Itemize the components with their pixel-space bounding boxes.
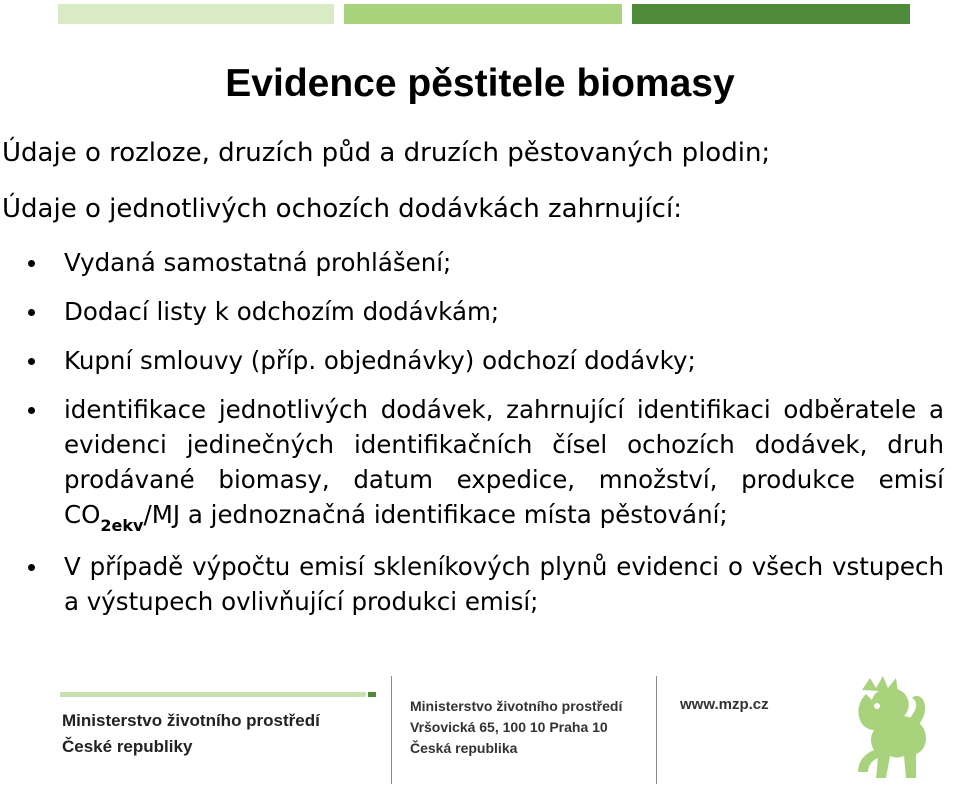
top-bar-mid [344, 4, 622, 24]
top-bar-light [58, 4, 334, 24]
ministry-address [410, 696, 622, 759]
bullet-text: Vydaná samostatná prohlášení; [64, 248, 452, 277]
footer-divider [656, 676, 657, 784]
address-line-2: Vršovická 65, 100 10 Praha 10 [410, 719, 608, 735]
bullet-text: V případě výpočtu emisí skleníkových plynů evidenci o všech vstupech a výstupech ovlivňující produkci emisí; [64, 552, 944, 616]
czech-lion-emblem-icon [832, 672, 942, 790]
footer-divider [391, 676, 392, 784]
list-item [0, 343, 945, 378]
top-bar-dark [632, 4, 910, 24]
footer-rule-accent [368, 692, 376, 697]
bullet-text-post: /MJ a jednoznačná identifikace místa pěstování; [143, 500, 728, 529]
subscript-2ekv: 2ekv [100, 516, 144, 535]
bullet-text: Kupní smlouvy (příp. objednávky) odchozí dodávky; [64, 346, 696, 375]
list-item [0, 294, 945, 329]
list-item [0, 245, 945, 280]
website-link[interactable]: www.mzp.cz [680, 696, 769, 713]
top-color-bars [0, 0, 960, 26]
bullet-text-pre: identifikace jednotlivých dodávek, zahrnující identifikaci odběratele a evidenci jedinečných identifikačních čísel ochozích dodávek, druh prodávané biomasy, datum expedice, množství, produkce emisí CO [64, 395, 944, 529]
list-item [0, 549, 944, 619]
bullet-icon [28, 358, 35, 365]
address-line-3: Česká republika [410, 740, 518, 756]
slide-title: Evidence pěstitele biomasy [225, 62, 735, 105]
intro-line-1: Údaje o rozloze, druzích půd a druzích pěstovaných plodin; [2, 138, 771, 168]
ministry-logo-text [62, 708, 320, 760]
address-line-1: Ministerstvo životního prostředí [410, 698, 623, 714]
footer-rule [60, 692, 366, 697]
ministry-name: Ministerstvo životního prostředí [62, 711, 320, 730]
ministry-country: České republiky [62, 737, 193, 756]
list-item [0, 392, 944, 535]
bullet-list [0, 245, 945, 619]
bullet-icon [28, 260, 35, 267]
bullet-icon [28, 564, 35, 571]
bullet-icon [28, 407, 35, 414]
bullet-icon [28, 309, 35, 316]
bullet-text: Dodací listy k odchozím dodávkám; [64, 297, 500, 326]
intro-line-2: Údaje o jednotlivých ochozích dodávkách zahrnující: [2, 194, 682, 224]
